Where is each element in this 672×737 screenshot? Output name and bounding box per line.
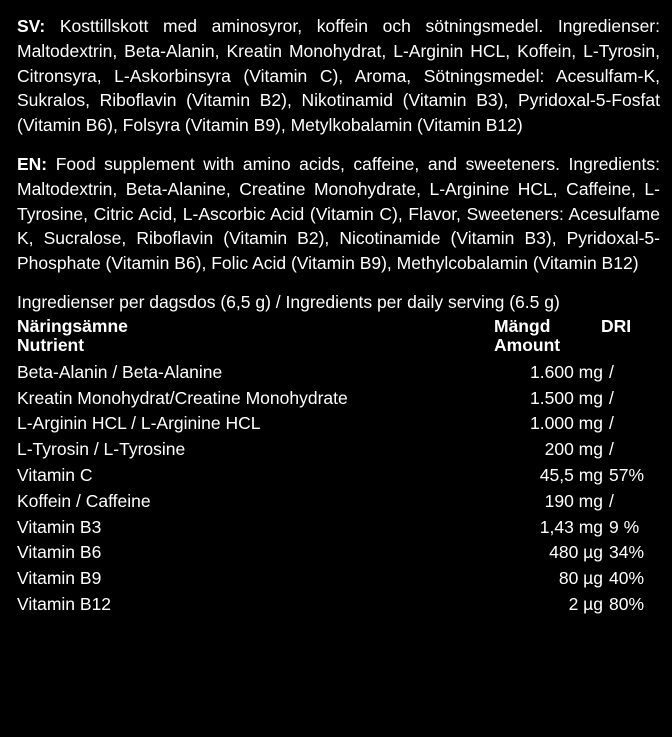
table-row [17, 437, 660, 463]
nutrient-amount: 1.600 mg [530, 361, 603, 382]
paragraph-gap [17, 276, 660, 290]
nutrition-table-body [17, 360, 660, 618]
nutrient-dri: / [609, 361, 614, 382]
nutrient-name: Vitamin B3 [17, 516, 102, 537]
table-row [17, 540, 660, 566]
nutrient-header-en: Nutrient [17, 334, 85, 355]
nutrient-dri: 80% [609, 593, 645, 614]
nutrient-name: Vitamin B12 [17, 593, 112, 614]
swedish-ingredients-paragraph [17, 14, 660, 138]
nutrient-amount: 1.500 mg [530, 387, 603, 408]
table-row [17, 360, 660, 386]
nutrient-amount: 1,43 mg [539, 516, 603, 537]
amount-column-header [494, 317, 601, 355]
nutrient-dri: 9 % [609, 516, 640, 537]
swedish-language-code: SV: [17, 16, 46, 36]
nutrient-name: Koffein / Caffeine [17, 490, 151, 511]
table-row [17, 515, 660, 541]
english-ingredients-paragraph [17, 152, 660, 276]
nutrient-name: Beta-Alanin / Beta-Alanine [17, 361, 223, 382]
nutrient-amount: 2 µg [568, 593, 603, 614]
nutrient-dri: 57% [609, 464, 645, 485]
nutrient-name: L-Tyrosin / L-Tyrosine [17, 439, 186, 460]
table-row [17, 566, 660, 592]
table-row [17, 463, 660, 489]
nutrient-header-sv: Näringsämne [17, 315, 128, 336]
nutrient-name: L-Arginin HCL / L-Arginine HCL [17, 413, 261, 434]
nutrient-amount: 45,5 mg [539, 464, 603, 485]
nutrient-dri: 40% [609, 568, 645, 589]
nutrient-name: Vitamin B6 [17, 542, 102, 563]
nutrient-name: Vitamin C [17, 464, 93, 485]
nutrient-column-header [17, 317, 494, 355]
english-ingredients-text: Food supplement with amino acids, caffeine, and sweeteners. Ingredients: Maltodextrin, Beta-Alanine, Creatine Monohydrate, L-Arginine HCL, Caffeine, L-Tyrosine, Citric Acid, L-Ascorbic Acid (Vitamin C), Flavor, Sweeteners: Acesulfame K, Sucralose, Riboflavin (Vitamin B2), Nicotinamide (Vitamin B3), Pyridoxal-5-Phosphate (Vitamin B6), Folic Acid (Vitamin B9), Methylcobalamin (Vitamin B12) [17, 153, 660, 274]
nutrient-amount: 1.000 mg [530, 413, 603, 434]
table-row [17, 489, 660, 515]
nutrient-dri: 34% [609, 542, 645, 563]
paragraph-gap [17, 138, 660, 152]
table-row [17, 592, 660, 618]
amount-header-sv: Mängd [494, 315, 551, 336]
table-row [17, 386, 660, 412]
nutrient-dri: / [609, 387, 614, 408]
english-language-code: EN: [17, 153, 48, 174]
dri-column-header: DRI [601, 315, 632, 336]
nutrient-dri: / [609, 490, 614, 511]
nutrient-name: Vitamin B9 [17, 568, 102, 589]
nutrient-dri: / [609, 439, 614, 460]
nutrient-amount: 80 µg [558, 568, 603, 589]
nutrient-dri: / [609, 413, 614, 434]
nutrient-amount: 200 mg [544, 439, 603, 460]
nutrient-amount: 480 µg [549, 542, 603, 563]
nutrient-amount: 190 mg [544, 490, 603, 511]
daily-serving-heading: Ingredienser per dagsdos (6,5 g) / Ingredients per daily serving (6.5 g) [17, 291, 560, 312]
nutrition-table-header [17, 317, 660, 355]
amount-header-en: Amount [494, 334, 561, 355]
table-row [17, 411, 660, 437]
swedish-ingredients-text: Kosttillskott med aminosyror, koffein och sötningsmedel. Ingredienser: Maltodextrin, Beta-Alanin, Kreatin Monohydrat, L-Arginin HCL, Koffein, L-Tyrosin, Citronsyra, L-Askorbinsyra (Vitamin C), Aroma, Sötningsmedel: Acesulfam-K, Sukralos, Riboflavin (Vitamin B2), Nikotinamid (Vitamin B3), Pyridoxal-5-Fosfat (Vitamin B6), Folsyra (Vitamin B9), Metylkobalamin (Vitamin B12) [17, 16, 660, 136]
nutrient-name: Kreatin Monohydrat/Creatine Monohydrate [17, 387, 348, 408]
